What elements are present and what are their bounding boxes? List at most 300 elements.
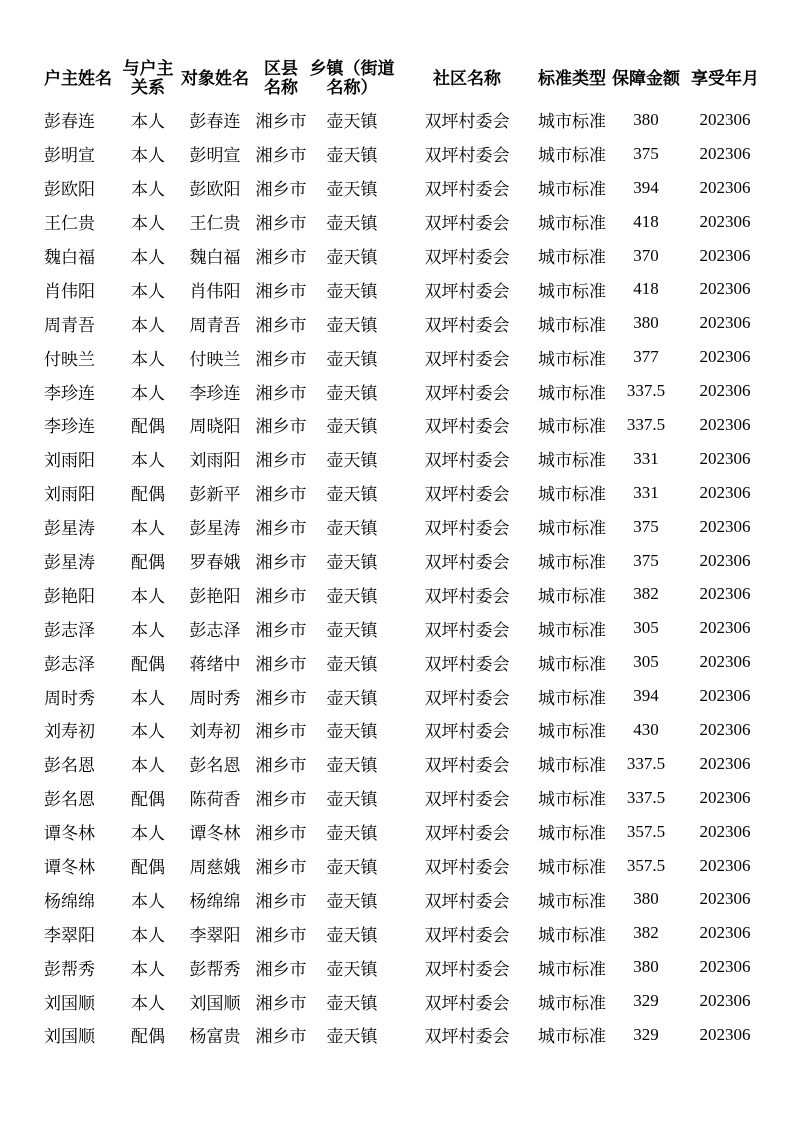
- cell-benefit-year-month: 202306: [699, 957, 751, 977]
- cell-district-name: 湘乡市: [255, 180, 307, 200]
- cell-guarantee-amount: 430: [633, 719, 659, 739]
- cell-district-name: 湘乡市: [255, 891, 307, 911]
- column-header-label: 名称: [264, 78, 298, 97]
- cell-household-head-name: 李翠阳: [44, 925, 95, 945]
- cell-relation-to-head: 配偶: [131, 654, 165, 674]
- cell-subject-name: 李珍连: [189, 383, 241, 403]
- cell-community-name: 双坪村委会: [424, 858, 510, 878]
- cell-standard-type: 城市标准: [538, 451, 606, 471]
- cell-district-name: 湘乡市: [255, 383, 307, 403]
- cell-subject-name: 彭名恩: [189, 756, 241, 776]
- cell-guarantee-amount: 305: [633, 618, 659, 638]
- cell-district-name: 湘乡市: [255, 248, 307, 267]
- cell-benefit-year-month: 202306: [699, 753, 751, 773]
- table-row: [44, 713, 764, 747]
- column-header-label: 区县: [264, 59, 298, 78]
- cell-relation-to-head: 本人: [131, 451, 165, 471]
- cell-community-name: 双坪村委会: [424, 214, 510, 234]
- column-header-label: 享受年月: [691, 68, 759, 88]
- table-row: [44, 815, 764, 849]
- cell-relation-to-head: 本人: [131, 315, 165, 335]
- cell-subject-name: 彭帮秀: [189, 959, 241, 979]
- cell-subject-name: 彭明宣: [189, 146, 241, 166]
- cell-community-name: 双坪村委会: [424, 891, 510, 911]
- column-header-label: 关系: [131, 78, 165, 97]
- cell-subject-name: 刘国顺: [189, 993, 241, 1013]
- cell-district-name: 湘乡市: [255, 451, 307, 471]
- table-body: [44, 103, 764, 1052]
- cell-standard-type: 城市标准: [538, 654, 606, 674]
- cell-district-name: 湘乡市: [255, 858, 307, 878]
- table-row: [44, 849, 764, 883]
- cell-household-head-name: 周时秀: [44, 688, 95, 708]
- table-header-row: [44, 53, 764, 103]
- cell-township-name: 壶天镇: [326, 519, 378, 539]
- cell-district-name: 湘乡市: [255, 281, 307, 301]
- column-header-label: 与户主: [122, 59, 174, 78]
- cell-standard-type: 城市标准: [538, 722, 606, 742]
- cell-community-name: 双坪村委会: [424, 315, 510, 335]
- table-row: [44, 205, 764, 239]
- cell-household-head-name: 李珍连: [44, 383, 95, 403]
- cell-benefit-year-month: 202306: [699, 313, 751, 333]
- cell-standard-type: 城市标准: [538, 417, 606, 437]
- cell-household-head-name: 彭星涛: [44, 553, 95, 573]
- cell-community-name: 双坪村委会: [424, 248, 510, 267]
- cell-household-head-name: 彭志泽: [44, 620, 95, 640]
- cell-guarantee-amount: 370: [633, 245, 659, 265]
- benefit-report-table: [44, 53, 764, 1052]
- cell-household-head-name: 谭冬林: [44, 858, 95, 878]
- cell-benefit-year-month: 202306: [699, 109, 751, 129]
- cell-township-name: 壶天镇: [326, 281, 378, 301]
- cell-household-head-name: 刘寿初: [44, 722, 95, 742]
- cell-township-name: 壶天镇: [326, 146, 378, 166]
- table-row: [44, 272, 764, 306]
- cell-benefit-year-month: 202306: [699, 211, 751, 231]
- cell-relation-to-head: 本人: [131, 383, 165, 403]
- cell-community-name: 双坪村委会: [424, 790, 510, 810]
- cell-benefit-year-month: 202306: [699, 347, 751, 367]
- cell-township-name: 壶天镇: [326, 722, 378, 742]
- cell-community-name: 双坪村委会: [424, 417, 510, 437]
- column-header-guarantee-amount: [606, 53, 686, 103]
- cell-community-name: 双坪村委会: [424, 146, 510, 166]
- cell-guarantee-amount: 380: [633, 957, 659, 977]
- cell-community-name: 双坪村委会: [424, 281, 510, 301]
- cell-guarantee-amount: 418: [633, 279, 659, 299]
- cell-household-head-name: 刘雨阳: [44, 485, 95, 505]
- cell-subject-name: 魏白福: [189, 248, 241, 267]
- cell-guarantee-amount: 394: [633, 177, 659, 197]
- cell-relation-to-head: 本人: [131, 519, 165, 539]
- cell-benefit-year-month: 202306: [699, 686, 751, 706]
- cell-household-head-name: 彭名恩: [44, 790, 95, 810]
- cell-township-name: 壶天镇: [326, 756, 378, 776]
- cell-community-name: 双坪村委会: [424, 485, 510, 505]
- cell-household-head-name: 刘国顺: [44, 1027, 95, 1047]
- column-header-label: 标准类型: [538, 68, 606, 88]
- cell-relation-to-head: 本人: [131, 891, 165, 911]
- cell-township-name: 壶天镇: [326, 112, 378, 132]
- cell-township-name: 壶天镇: [326, 180, 378, 200]
- cell-relation-to-head: 本人: [131, 146, 165, 166]
- cell-subject-name: 周青吾: [189, 315, 241, 335]
- table-row: [44, 1018, 764, 1052]
- cell-township-name: 壶天镇: [326, 654, 378, 674]
- cell-township-name: 壶天镇: [326, 586, 378, 606]
- cell-community-name: 双坪村委会: [424, 553, 510, 573]
- cell-standard-type: 城市标准: [538, 349, 606, 369]
- cell-district-name: 湘乡市: [255, 993, 307, 1013]
- cell-community-name: 双坪村委会: [424, 925, 510, 945]
- cell-subject-name: 刘寿初: [189, 722, 241, 742]
- cell-benefit-year-month: 202306: [699, 381, 751, 401]
- cell-subject-name: 刘雨阳: [189, 451, 241, 471]
- cell-household-head-name: 刘雨阳: [44, 451, 95, 471]
- cell-standard-type: 城市标准: [538, 858, 606, 878]
- cell-township-name: 壶天镇: [326, 993, 378, 1013]
- cell-household-head-name: 彭艳阳: [44, 586, 95, 606]
- table-row: [44, 374, 764, 408]
- cell-standard-type: 城市标准: [538, 824, 606, 844]
- cell-standard-type: 城市标准: [538, 688, 606, 708]
- cell-guarantee-amount: 375: [633, 550, 659, 570]
- table-row: [44, 747, 764, 781]
- cell-township-name: 壶天镇: [326, 214, 378, 234]
- cell-community-name: 双坪村委会: [424, 993, 510, 1013]
- cell-community-name: 双坪村委会: [424, 112, 510, 132]
- cell-township-name: 壶天镇: [326, 891, 378, 911]
- cell-guarantee-amount: 382: [633, 923, 659, 943]
- cell-township-name: 壶天镇: [326, 315, 378, 335]
- cell-household-head-name: 彭名恩: [44, 756, 95, 776]
- cell-district-name: 湘乡市: [255, 756, 307, 776]
- cell-district-name: 湘乡市: [255, 722, 307, 742]
- cell-relation-to-head: 本人: [131, 112, 165, 132]
- cell-guarantee-amount: 331: [633, 482, 659, 502]
- table-row: [44, 984, 764, 1018]
- cell-township-name: 壶天镇: [326, 553, 378, 573]
- cell-district-name: 湘乡市: [255, 485, 307, 505]
- column-header-township-name: [308, 53, 396, 103]
- cell-standard-type: 城市标准: [538, 519, 606, 539]
- cell-benefit-year-month: 202306: [699, 143, 751, 163]
- cell-guarantee-amount: 305: [633, 652, 659, 672]
- cell-benefit-year-month: 202306: [699, 245, 751, 265]
- cell-guarantee-amount: 418: [633, 211, 659, 231]
- cell-guarantee-amount: 382: [633, 584, 659, 604]
- cell-community-name: 双坪村委会: [424, 451, 510, 471]
- table-row: [44, 882, 764, 916]
- cell-household-head-name: 李珍连: [44, 417, 95, 437]
- cell-household-head-name: 付映兰: [44, 349, 95, 369]
- cell-household-head-name: 王仁贵: [44, 214, 95, 234]
- cell-subject-name: 王仁贵: [189, 214, 241, 234]
- cell-standard-type: 城市标准: [538, 959, 606, 979]
- cell-community-name: 双坪村委会: [424, 824, 510, 844]
- cell-township-name: 壶天镇: [326, 688, 378, 708]
- cell-township-name: 壶天镇: [326, 417, 378, 437]
- table-row: [44, 103, 764, 137]
- cell-district-name: 湘乡市: [255, 620, 307, 640]
- cell-benefit-year-month: 202306: [699, 516, 751, 536]
- cell-community-name: 双坪村委会: [424, 180, 510, 200]
- table-row: [44, 340, 764, 374]
- table-row: [44, 645, 764, 679]
- cell-benefit-year-month: 202306: [699, 923, 751, 943]
- cell-household-head-name: 彭明宣: [44, 146, 95, 166]
- cell-district-name: 湘乡市: [255, 315, 307, 335]
- cell-standard-type: 城市标准: [538, 214, 606, 234]
- cell-relation-to-head: 本人: [131, 214, 165, 234]
- cell-relation-to-head: 本人: [131, 688, 165, 708]
- cell-township-name: 壶天镇: [326, 959, 378, 979]
- cell-household-head-name: 彭星涛: [44, 519, 95, 539]
- cell-township-name: 壶天镇: [326, 620, 378, 640]
- cell-standard-type: 城市标准: [538, 620, 606, 640]
- cell-household-head-name: 彭志泽: [44, 654, 95, 674]
- cell-benefit-year-month: 202306: [699, 448, 751, 468]
- cell-guarantee-amount: 329: [633, 991, 659, 1011]
- cell-guarantee-amount: 337.5: [626, 753, 666, 773]
- cell-community-name: 双坪村委会: [424, 586, 510, 606]
- cell-standard-type: 城市标准: [538, 383, 606, 403]
- column-header-relation-to-head: [120, 53, 176, 103]
- cell-guarantee-amount: 331: [633, 448, 659, 468]
- cell-relation-to-head: 配偶: [131, 1027, 165, 1047]
- cell-standard-type: 城市标准: [538, 180, 606, 200]
- cell-district-name: 湘乡市: [255, 654, 307, 674]
- cell-benefit-year-month: 202306: [699, 889, 751, 909]
- cell-community-name: 双坪村委会: [424, 654, 510, 674]
- cell-community-name: 双坪村委会: [424, 688, 510, 708]
- column-header-community-name: [396, 53, 538, 103]
- cell-subject-name: 周晓阳: [189, 417, 241, 437]
- cell-standard-type: 城市标准: [538, 315, 606, 335]
- cell-relation-to-head: 配偶: [131, 553, 165, 573]
- cell-subject-name: 杨富贵: [189, 1027, 241, 1047]
- cell-benefit-year-month: 202306: [699, 719, 751, 739]
- table-row: [44, 442, 764, 476]
- cell-subject-name: 周时秀: [189, 688, 241, 708]
- cell-township-name: 壶天镇: [326, 925, 378, 945]
- column-header-label: 户主姓名: [44, 68, 112, 88]
- cell-district-name: 湘乡市: [255, 417, 307, 437]
- cell-relation-to-head: 本人: [131, 281, 165, 301]
- table-row: [44, 306, 764, 340]
- cell-household-head-name: 杨绵绵: [44, 891, 95, 911]
- cell-guarantee-amount: 380: [633, 313, 659, 333]
- cell-relation-to-head: 配偶: [131, 858, 165, 878]
- cell-relation-to-head: 本人: [131, 993, 165, 1013]
- cell-benefit-year-month: 202306: [699, 618, 751, 638]
- cell-township-name: 壶天镇: [326, 858, 378, 878]
- cell-guarantee-amount: 357.5: [626, 855, 666, 875]
- cell-standard-type: 城市标准: [538, 891, 606, 911]
- cell-benefit-year-month: 202306: [699, 652, 751, 672]
- column-header-benefit-year-month: [686, 53, 764, 103]
- cell-district-name: 湘乡市: [255, 925, 307, 945]
- cell-benefit-year-month: 202306: [699, 787, 751, 807]
- column-header-standard-type: [538, 53, 606, 103]
- table-row: [44, 408, 764, 442]
- table-row: [44, 916, 764, 950]
- cell-guarantee-amount: 394: [633, 686, 659, 706]
- cell-district-name: 湘乡市: [255, 586, 307, 606]
- cell-standard-type: 城市标准: [538, 1027, 606, 1047]
- cell-household-head-name: 彭春连: [44, 112, 95, 132]
- cell-standard-type: 城市标准: [538, 790, 606, 810]
- cell-township-name: 壶天镇: [326, 790, 378, 810]
- cell-community-name: 双坪村委会: [424, 383, 510, 403]
- cell-benefit-year-month: 202306: [699, 550, 751, 570]
- cell-standard-type: 城市标准: [538, 553, 606, 573]
- cell-subject-name: 谭冬林: [189, 824, 241, 844]
- cell-subject-name: 蒋绪中: [189, 654, 241, 674]
- cell-township-name: 壶天镇: [326, 349, 378, 369]
- cell-benefit-year-month: 202306: [699, 279, 751, 299]
- table-row: [44, 544, 764, 578]
- cell-relation-to-head: 本人: [131, 959, 165, 979]
- cell-guarantee-amount: 329: [633, 1024, 659, 1044]
- cell-subject-name: 彭新平: [189, 485, 241, 505]
- column-header-label: 乡镇（街道: [309, 59, 395, 78]
- cell-district-name: 湘乡市: [255, 790, 307, 810]
- cell-guarantee-amount: 375: [633, 143, 659, 163]
- table-row: [44, 171, 764, 205]
- cell-township-name: 壶天镇: [326, 451, 378, 471]
- cell-benefit-year-month: 202306: [699, 991, 751, 1011]
- cell-relation-to-head: 配偶: [131, 790, 165, 810]
- cell-district-name: 湘乡市: [255, 214, 307, 234]
- cell-township-name: 壶天镇: [326, 485, 378, 505]
- cell-subject-name: 彭志泽: [189, 620, 241, 640]
- cell-guarantee-amount: 337.5: [626, 381, 666, 401]
- column-header-label: 保障金额: [612, 68, 680, 88]
- cell-relation-to-head: 本人: [131, 248, 165, 267]
- cell-community-name: 双坪村委会: [424, 349, 510, 369]
- table-row: [44, 476, 764, 510]
- cell-district-name: 湘乡市: [255, 553, 307, 573]
- cell-standard-type: 城市标准: [538, 281, 606, 301]
- cell-district-name: 湘乡市: [255, 349, 307, 369]
- cell-household-head-name: 彭帮秀: [44, 959, 95, 979]
- column-header-label: 社区名称: [433, 68, 501, 88]
- cell-standard-type: 城市标准: [538, 993, 606, 1013]
- column-header-label: 名称）: [326, 78, 378, 97]
- cell-district-name: 湘乡市: [255, 112, 307, 132]
- cell-relation-to-head: 配偶: [131, 485, 165, 505]
- cell-relation-to-head: 本人: [131, 925, 165, 945]
- cell-subject-name: 彭星涛: [189, 519, 241, 539]
- table-row: [44, 950, 764, 984]
- cell-relation-to-head: 本人: [131, 180, 165, 200]
- column-header-subject-name: [176, 53, 254, 103]
- cell-relation-to-head: 本人: [131, 824, 165, 844]
- cell-subject-name: 彭艳阳: [189, 586, 241, 606]
- cell-district-name: 湘乡市: [255, 959, 307, 979]
- cell-subject-name: 肖伟阳: [189, 281, 241, 301]
- cell-relation-to-head: 本人: [131, 620, 165, 640]
- cell-standard-type: 城市标准: [538, 756, 606, 776]
- cell-standard-type: 城市标准: [538, 112, 606, 132]
- table-row: [44, 611, 764, 645]
- cell-subject-name: 付映兰: [189, 349, 241, 369]
- cell-subject-name: 杨绵绵: [189, 891, 241, 911]
- table-row: [44, 781, 764, 815]
- cell-standard-type: 城市标准: [538, 248, 606, 267]
- cell-household-head-name: 魏白福: [44, 248, 95, 267]
- cell-community-name: 双坪村委会: [424, 756, 510, 776]
- cell-subject-name: 李翠阳: [189, 925, 241, 945]
- cell-benefit-year-month: 202306: [699, 414, 751, 434]
- table-row: [44, 239, 764, 273]
- table-row: [44, 679, 764, 713]
- cell-standard-type: 城市标准: [538, 146, 606, 166]
- cell-district-name: 湘乡市: [255, 146, 307, 166]
- cell-relation-to-head: 本人: [131, 722, 165, 742]
- cell-subject-name: 罗春娥: [189, 553, 241, 573]
- cell-household-head-name: 周青吾: [44, 315, 95, 335]
- cell-benefit-year-month: 202306: [699, 821, 751, 841]
- cell-community-name: 双坪村委会: [424, 722, 510, 742]
- column-header-household-head-name: [44, 53, 120, 103]
- cell-standard-type: 城市标准: [538, 586, 606, 606]
- cell-township-name: 壶天镇: [326, 248, 378, 267]
- cell-guarantee-amount: 380: [633, 109, 659, 129]
- cell-household-head-name: 刘国顺: [44, 993, 95, 1013]
- cell-community-name: 双坪村委会: [424, 620, 510, 640]
- cell-subject-name: 陈荷香: [189, 790, 241, 810]
- cell-guarantee-amount: 377: [633, 347, 659, 367]
- cell-relation-to-head: 本人: [131, 586, 165, 606]
- cell-benefit-year-month: 202306: [699, 482, 751, 502]
- cell-district-name: 湘乡市: [255, 519, 307, 539]
- cell-district-name: 湘乡市: [255, 1027, 307, 1047]
- cell-household-head-name: 肖伟阳: [44, 281, 95, 301]
- cell-community-name: 双坪村委会: [424, 1027, 510, 1047]
- cell-subject-name: 彭春连: [189, 112, 241, 132]
- cell-community-name: 双坪村委会: [424, 959, 510, 979]
- cell-guarantee-amount: 357.5: [626, 821, 666, 841]
- cell-relation-to-head: 本人: [131, 756, 165, 776]
- table-row: [44, 577, 764, 611]
- table-row: [44, 510, 764, 544]
- cell-benefit-year-month: 202306: [699, 584, 751, 604]
- cell-township-name: 壶天镇: [326, 383, 378, 403]
- cell-district-name: 湘乡市: [255, 824, 307, 844]
- cell-district-name: 湘乡市: [255, 688, 307, 708]
- cell-benefit-year-month: 202306: [699, 855, 751, 875]
- cell-subject-name: 周慈娥: [189, 858, 241, 878]
- cell-township-name: 壶天镇: [326, 1027, 378, 1047]
- cell-household-head-name: 彭欧阳: [44, 180, 95, 200]
- cell-standard-type: 城市标准: [538, 925, 606, 945]
- cell-standard-type: 城市标准: [538, 485, 606, 505]
- cell-relation-to-head: 配偶: [131, 417, 165, 437]
- cell-household-head-name: 谭冬林: [44, 824, 95, 844]
- cell-community-name: 双坪村委会: [424, 519, 510, 539]
- table-row: [44, 137, 764, 171]
- column-header-district-name: [254, 53, 308, 103]
- cell-guarantee-amount: 337.5: [626, 414, 666, 434]
- cell-township-name: 壶天镇: [326, 824, 378, 844]
- cell-benefit-year-month: 202306: [699, 1024, 751, 1044]
- table-header: [44, 53, 764, 103]
- cell-guarantee-amount: 375: [633, 516, 659, 536]
- cell-benefit-year-month: 202306: [699, 177, 751, 197]
